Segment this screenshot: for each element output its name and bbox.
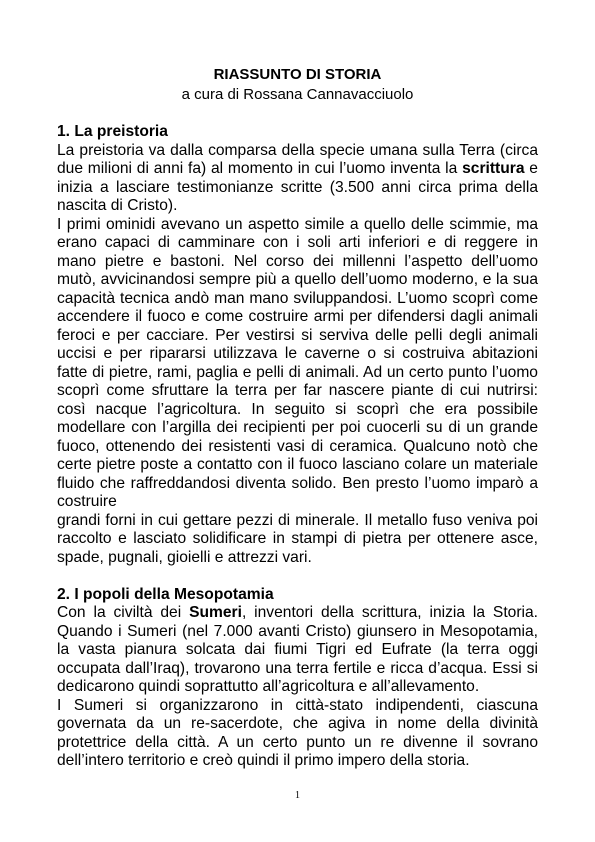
page-number: 1 <box>295 790 300 801</box>
bold-term: scrittura <box>462 160 525 177</box>
section-heading: 2. I popoli della Mesopotamia <box>57 585 274 603</box>
paragraph-text: La preistoria va dalla comparsa della specie umana sulla Terra (circa due milioni di anni fa) al momento in cui l’uomo inventa la <box>57 141 538 177</box>
paragraph: I primi ominidi avevano un aspetto simile a quello delle scimmie, ma erano capaci di camminare con i soli arti inferiori e di reggere in mano pietre e bastoni. Nel corso dei millenni l’aspetto dell’uomo mutò, avvicinandosi sempre più a quello dell’uomo moderno, e la sua capacità tecnica andò man mano sviluppandosi. L’uomo scoprì come accendere il fuoco e come costruire armi per difendersi dagli animali feroci e per cacciare. Per vestirsi si serviva delle pelli degli animali uccisi e per ripararsi utilizzava le caverne o si costruiva abitazioni fatte di pietre, rami, paglia e pelli di animali. Ad un certo punto l’uomo scoprì come sfruttare la terra per far nascere piante di cui nutrirsi: così nacque l’agricoltura. In seguito si scoprì che era possibile modellare con l’argilla dei recipienti per poi cuocerli su di un grande fuoco, ottenendo dei resistenti vasi di ceramica. Qualcuno notò che certe pietre poste a contatto con il fuoco lasciano colare un materiale fluido che raffreddandosi diventa solido. Ben presto l’uomo imparò a costruire <box>57 215 538 510</box>
document-author: a cura di Rossana Cannavacciuolo <box>181 86 414 103</box>
section-preistoria <box>57 123 538 567</box>
paragraph: I Sumeri si organizzarono in città-stato indipendenti, ciascuna governata da un re-sacerdote, che agiva in nome della divinità protettrice della città. A un certo punto un re divenne il sovrano dell’intero territorio e creò quindi il primo impero della storia. <box>57 696 538 769</box>
document-body <box>57 123 538 771</box>
paragraph-text: e inizia a lasciare testimonianze scritte (3.500 anni circa prima della nascita di Cristo). <box>57 160 538 214</box>
paragraph-text: Con la civiltà dei <box>57 604 190 621</box>
paragraph-text: , inventori della scrittura, inizia la Storia. Quando i Sumeri (nel 7.000 avanti Cristo) giunsero in Mesopotamia, la vasta pianura solcata dai fiumi Tigri ed Eufrate (la terra oggi occupata dall’Iraq), trovarono una terra fertile e ricca d’acqua. Essi si dedicarono quindi soprattutto all’agricoltura e all’allevamento. <box>57 604 538 695</box>
document-title: RIASSUNTO DI STORIA <box>213 66 382 83</box>
section-spacer <box>57 567 538 586</box>
section-mesopotamia <box>57 586 538 771</box>
paragraph: grandi forni in cui gettare pezzi di minerale. Il metallo fuso veniva poi raccolto e lasciato solidificare in stampi di pietra per ottenere asce, spade, pugnali, gioielli e attrezzi vari. <box>57 511 538 566</box>
paragraph <box>57 142 538 216</box>
bold-term: Sumeri <box>189 604 242 621</box>
section-heading: 1. La preistoria <box>57 123 168 140</box>
paragraph <box>57 604 538 697</box>
